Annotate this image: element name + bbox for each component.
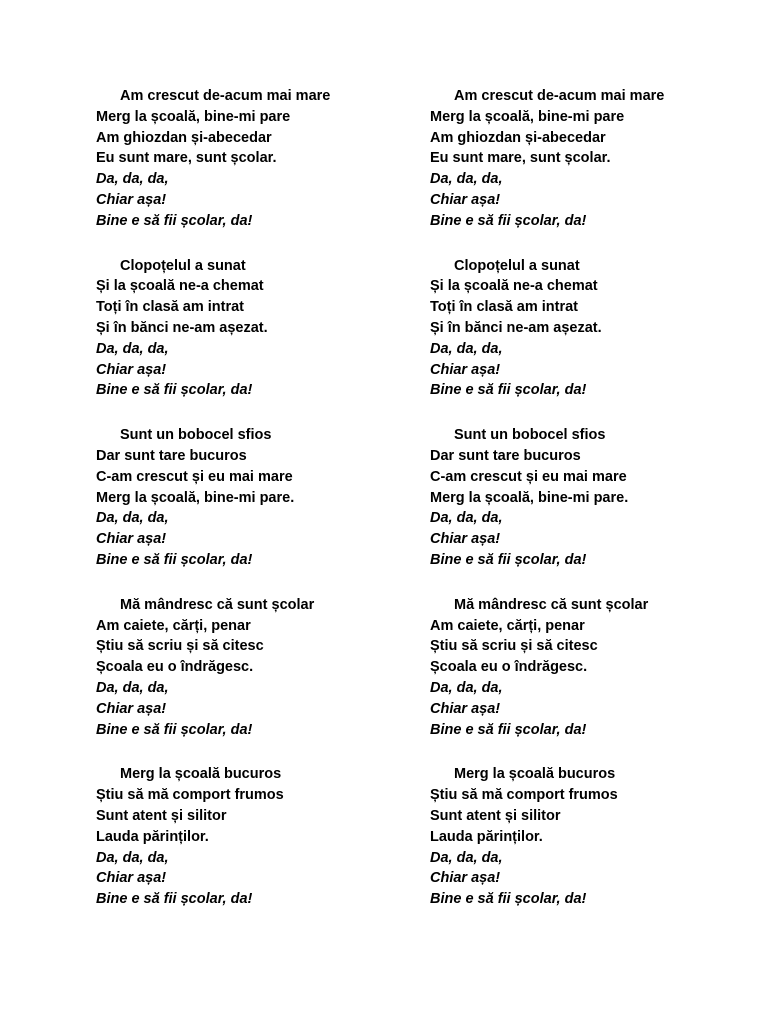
refrain-line: Da, da, da,: [96, 679, 169, 696]
refrain-line: Chiar așa!: [96, 361, 167, 378]
verse-line: Lauda părinților.: [96, 828, 209, 845]
verse-line: Sunt atent și silitor: [430, 807, 561, 824]
verse-line: Am caiete, cărți, penar: [96, 617, 251, 634]
verse-line: Merg la școală bucuros: [454, 766, 616, 783]
refrain-line: Chiar așa!: [96, 531, 167, 548]
verse-line: Mă mândresc că sunt școlar: [454, 596, 649, 613]
verse-line: Școala eu o îndrăgesc.: [96, 659, 254, 676]
refrain-line: Bine e să fii școlar, da!: [430, 721, 587, 738]
refrain-line: Bine e să fii școlar, da!: [96, 551, 253, 568]
stanza: [96, 86, 416, 232]
verse-line: Și la școală ne-a chemat: [96, 278, 264, 295]
verse-line: Am ghiozdan și-abecedar: [430, 129, 606, 146]
verse-line: Am caiete, cărți, penar: [430, 617, 585, 634]
verse-line: Sunt atent și silitor: [96, 807, 227, 824]
stanza: [430, 595, 750, 741]
refrain-line: Da, da, da,: [96, 510, 169, 527]
verse-line: Știu să scriu și să citesc: [430, 638, 598, 655]
stanza: [96, 764, 416, 910]
verse-line: Toți în clasă am intrat: [430, 299, 578, 316]
verse-line: Știu să mă comport frumos: [96, 787, 284, 804]
verse-line: Și la școală ne-a chemat: [430, 278, 598, 295]
stanza: [430, 764, 750, 910]
verse-line: Clopoțelul a sunat: [120, 257, 246, 274]
refrain-line: Bine e să fii școlar, da!: [96, 891, 253, 908]
verse-line: Merg la școală, bine-mi pare: [96, 108, 291, 125]
stanza: [96, 256, 416, 402]
verse-line: Merg la școală, bine-mi pare.: [96, 489, 295, 506]
refrain-line: Da, da, da,: [430, 849, 503, 866]
refrain-line: Chiar așa!: [96, 700, 167, 717]
refrain-line: Da, da, da,: [430, 510, 503, 527]
verse-line: Eu sunt mare, sunt școlar.: [96, 150, 277, 167]
verse-line: C-am crescut și eu mai mare: [430, 468, 627, 485]
refrain-line: Da, da, da,: [96, 849, 169, 866]
verse-line: Dar sunt tare bucuros: [96, 447, 247, 464]
refrain-line: Bine e să fii școlar, da!: [96, 212, 253, 229]
refrain-line: Chiar așa!: [430, 870, 501, 887]
refrain-line: Bine e să fii școlar, da!: [430, 551, 587, 568]
stanza: [96, 595, 416, 741]
refrain-line: Bine e să fii școlar, da!: [96, 721, 253, 738]
poem-column-left: [96, 86, 416, 934]
verse-line: Toți în clasă am intrat: [96, 299, 244, 316]
refrain-line: Chiar așa!: [430, 700, 501, 717]
verse-line: Știu să scriu și să citesc: [96, 638, 264, 655]
refrain-line: Chiar așa!: [96, 191, 167, 208]
stanza: [430, 256, 750, 402]
verse-line: Am crescut de-acum mai mare: [454, 88, 665, 104]
refrain-line: Da, da, da,: [430, 171, 503, 188]
verse-line: Sunt un bobocel sfios: [454, 427, 606, 444]
verse-line: Știu să mă comport frumos: [430, 787, 618, 804]
refrain-line: Chiar așa!: [430, 361, 501, 378]
refrain-line: Chiar așa!: [96, 870, 167, 887]
refrain-line: Chiar așa!: [430, 191, 501, 208]
poem-column-right: [430, 86, 750, 934]
verse-line: Sunt un bobocel sfios: [120, 427, 272, 444]
refrain-line: Chiar așa!: [430, 531, 501, 548]
refrain-line: Bine e să fii școlar, da!: [430, 212, 587, 229]
verse-line: Lauda părinților.: [430, 828, 543, 845]
refrain-line: Bine e să fii școlar, da!: [96, 382, 253, 399]
stanza: [430, 425, 750, 571]
verse-line: Clopoțelul a sunat: [454, 257, 580, 274]
refrain-line: Da, da, da,: [96, 171, 169, 188]
verse-line: Și în bănci ne-am așezat.: [430, 319, 602, 336]
refrain-line: Da, da, da,: [96, 340, 169, 357]
verse-line: Școala eu o îndrăgesc.: [430, 659, 588, 676]
stanza: [430, 86, 750, 232]
verse-line: Dar sunt tare bucuros: [430, 447, 581, 464]
verse-line: Merg la școală, bine-mi pare: [430, 108, 625, 125]
verse-line: Și în bănci ne-am așezat.: [96, 319, 268, 336]
verse-line: Mă mândresc că sunt școlar: [120, 596, 315, 613]
refrain-line: Bine e să fii școlar, da!: [430, 891, 587, 908]
verse-line: Am ghiozdan și-abecedar: [96, 129, 272, 146]
refrain-line: Bine e să fii școlar, da!: [430, 382, 587, 399]
verse-line: Am crescut de-acum mai mare: [120, 88, 331, 104]
verse-line: Merg la școală, bine-mi pare.: [430, 489, 629, 506]
verse-line: C-am crescut și eu mai mare: [96, 468, 293, 485]
refrain-line: Da, da, da,: [430, 679, 503, 696]
verse-line: Merg la școală bucuros: [120, 766, 282, 783]
refrain-line: Da, da, da,: [430, 340, 503, 357]
verse-line: Eu sunt mare, sunt școlar.: [430, 150, 611, 167]
stanza: [96, 425, 416, 571]
